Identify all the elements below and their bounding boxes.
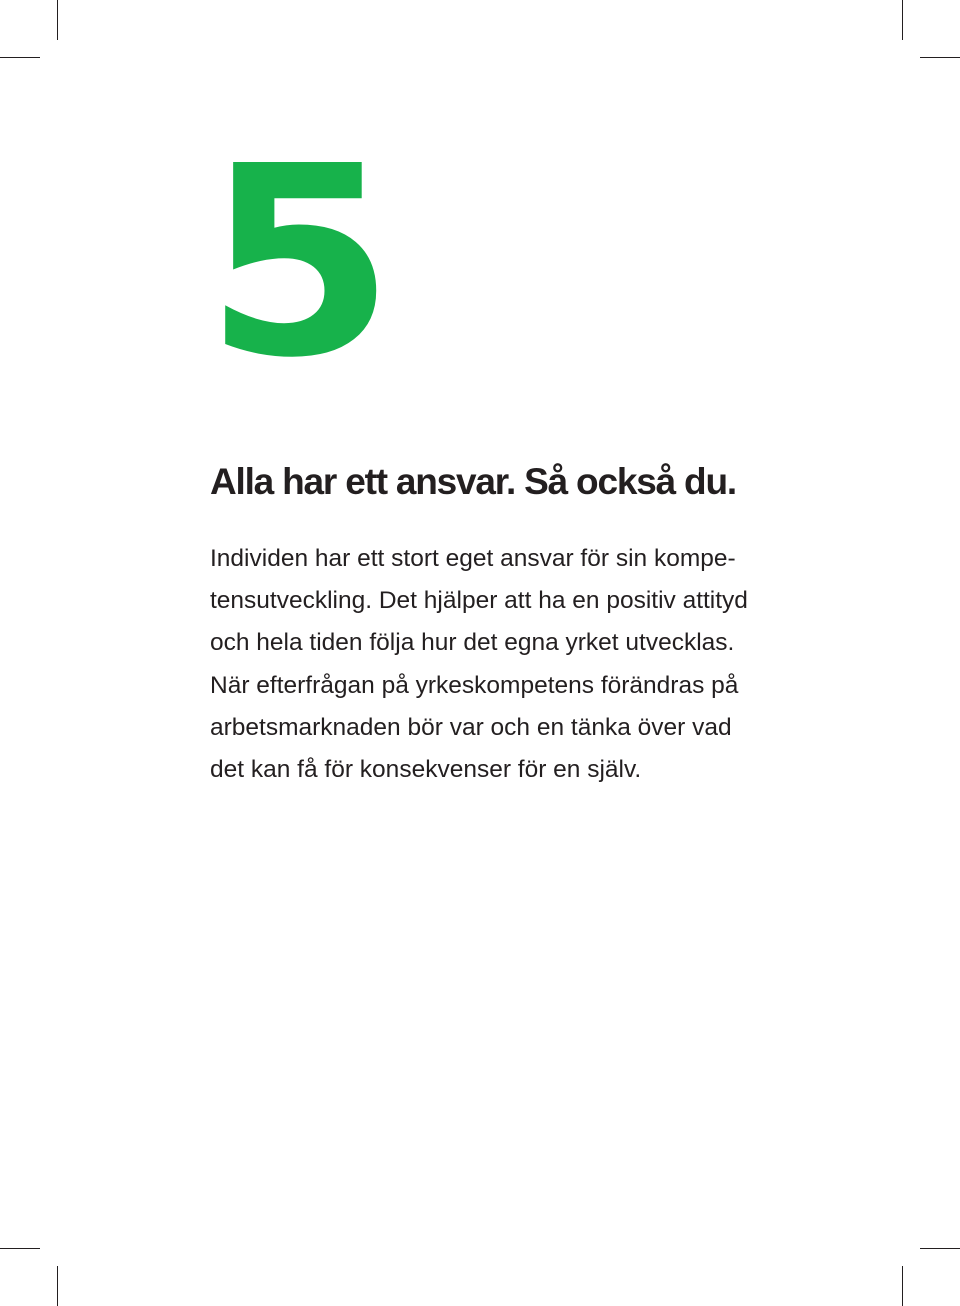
body-line: det kan få för konsekvenser för en själv. <box>210 756 642 784</box>
body-line: och hela tiden följa hur det egna yrket utvecklas. <box>210 629 735 657</box>
crop-mark-top-right-horizontal <box>920 57 960 58</box>
crop-mark-bottom-left-vertical <box>57 1266 58 1306</box>
crop-mark-top-left-horizontal <box>0 57 40 58</box>
crop-mark-bottom-left-horizontal <box>0 1248 40 1249</box>
crop-mark-top-left-vertical <box>57 0 58 40</box>
body-line: När efterfrågan på yrkeskompetens förändras på <box>210 671 739 699</box>
body-line: Individen har ett stort eget ansvar för sin kompe- <box>210 545 736 572</box>
crop-mark-bottom-right-horizontal <box>920 1248 960 1249</box>
body-line: arbetsmarknaden bör var och en tänka över vad <box>210 713 732 741</box>
crop-mark-bottom-right-vertical <box>902 1266 903 1306</box>
body-paragraph <box>210 538 810 791</box>
page-heading: Alla har ett ansvar. Så också du. <box>210 461 736 502</box>
chapter-number: 5 <box>204 110 390 415</box>
crop-mark-top-right-vertical <box>902 0 903 40</box>
body-line: tensutveckling. Det hjälper att ha en positiv attityd <box>210 587 748 615</box>
